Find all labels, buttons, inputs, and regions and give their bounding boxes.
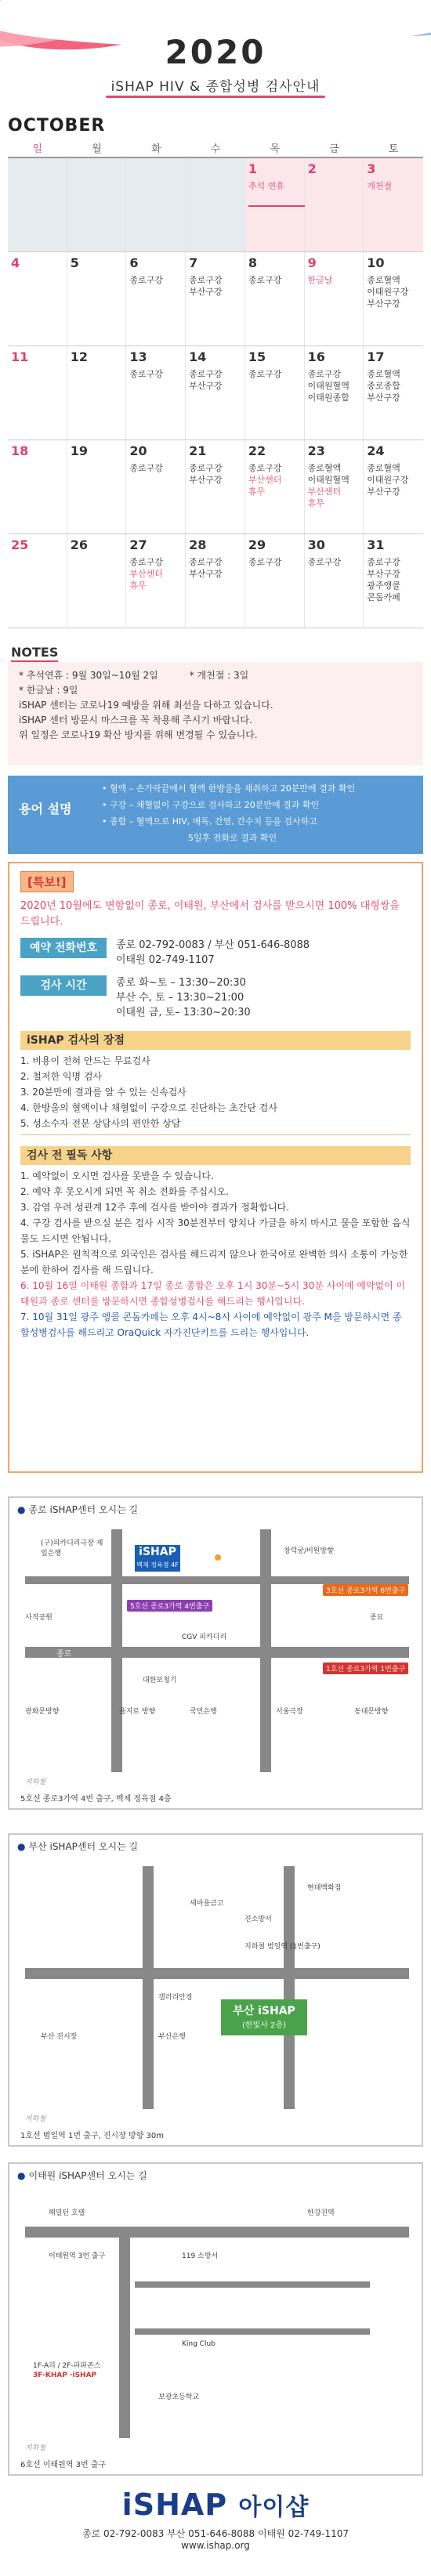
day-number: 17 [367, 349, 385, 364]
day-events [248, 556, 301, 568]
road-itaewon-alley [119, 2227, 130, 2438]
day-event: 부산구강 [189, 381, 223, 391]
day-event: 부산센터 [307, 487, 342, 497]
time-info [20, 975, 411, 1020]
day-number: 26 [70, 537, 88, 552]
day-number: 2 [307, 161, 317, 176]
ishap-busan-label: 부산 iSHAP [233, 2005, 295, 2017]
year-title: 2020 [165, 33, 266, 71]
day-event: 종로혈액 [367, 275, 400, 285]
road-itaewon-side-2 [135, 2328, 370, 2335]
location-pin-icon: ● [17, 1840, 26, 1852]
day-event: 부산구강 [189, 287, 223, 297]
rules-list [20, 1168, 411, 1344]
map-jongno [8, 1496, 423, 1810]
day-events [189, 556, 241, 580]
label-busan-bank: 부산은행 [158, 2033, 186, 2041]
map-itaewon-title: 이태원 iSHAP센터 오시는 길 [28, 2170, 147, 2181]
day-number: 11 [11, 349, 29, 364]
label-hamilton-hotel: 해밀턴 호텔 [49, 2209, 85, 2217]
calendar-weekday-header [8, 141, 423, 158]
day-event: 부산구강 [367, 393, 400, 403]
logo-text: iSHAP [121, 2487, 228, 2522]
day-number: 27 [129, 537, 147, 552]
label-seoul-theater: 서울극장 [276, 1708, 303, 1716]
weekday-mon: 월 [92, 143, 102, 155]
calendar-day [305, 252, 364, 346]
day-number: 13 [129, 349, 147, 364]
calendar-day [67, 534, 127, 628]
day-event: 휴무 [307, 498, 324, 508]
day-event: 부산센터 [129, 569, 163, 579]
day-event: 개천절 [367, 181, 393, 191]
calendar-week [8, 534, 423, 628]
calendar-day [126, 252, 186, 346]
label-anguk: 창덕궁/비원방향 [284, 1547, 334, 1555]
rule-item: 2. 예약 후 못오시게 되면 꼭 취소 전화를 주십시오. [20, 1186, 230, 1197]
day-events [129, 462, 182, 474]
rule-item: 1. 예약없이 오시면 검사를 못받을 수 있습니다. [20, 1170, 214, 1181]
label-jinsi-market: 부산 진시장 [41, 2033, 78, 2041]
legend-label: 용어 설명 [19, 801, 72, 816]
map-jongno-directions: 5호선 종로3가역 4번 출구, 백제 정육점 4층 [20, 1795, 172, 1804]
day-events [248, 368, 301, 380]
road-jongno-upper [25, 1576, 409, 1584]
day-event: 종로구강 [189, 369, 223, 379]
subway-exit-line5: 5호선 종로3가역 4번출구 [127, 1600, 212, 1612]
day-event: 종로구강 [189, 557, 223, 567]
ishap-logo [0, 2487, 431, 2522]
merits-title: iSHAP 검사의 장점 [20, 1031, 411, 1050]
day-event: 종로구강 [307, 557, 342, 567]
special-notice-box [8, 862, 423, 1473]
road-jongno-main [25, 1647, 409, 1658]
calendar-day [8, 534, 67, 628]
day-event: 이태원종합 [307, 393, 350, 403]
note-hangeulnal: * 한글날 : 9일 [19, 685, 78, 696]
day-events [129, 274, 182, 286]
day-number: 4 [11, 255, 20, 270]
calendar-day [67, 158, 127, 251]
day-number: 12 [70, 349, 88, 364]
calendar-week [8, 252, 423, 346]
label-euljiro: 을지로 방향 [119, 1708, 156, 1716]
logo-korean: 아이샵 [238, 2494, 310, 2521]
map-jongno-title: 종로 iSHAP센터 오시는 길 [28, 1504, 139, 1515]
day-events [129, 368, 182, 380]
calendar-day [245, 158, 305, 251]
calendar-day [305, 534, 364, 628]
day-number: 22 [248, 443, 266, 458]
day-event: 종로구강 [129, 369, 163, 379]
calendar-week [8, 440, 423, 534]
ishap-busan-sub: (한빛사 2층) [242, 2021, 286, 2030]
calendar-day [126, 158, 186, 251]
day-number: 20 [129, 443, 147, 458]
location-pin-icon: ● [17, 1503, 26, 1515]
day-event: 종로구강 [248, 369, 282, 379]
phone-label: 예약 전화번호 [20, 938, 107, 958]
label-ishap-itaewon: 3F-KHAP ∙iSHAP [33, 2372, 97, 2379]
rule-item: 4. 구강 검사를 받으실 분은 검사 시작 30분전부터 양치나 가글을 하지 마시고 물을 포함한 음식물도 드시면 안됩니다. [20, 1217, 411, 1244]
day-event: 휴무 [248, 487, 266, 497]
page-subtitle: iSHAP HIV & 종합성병 검사안내 [110, 79, 321, 95]
calendar-day [126, 346, 186, 440]
rule-item-event-1: 6. 10월 16일 이태원 종합과 17일 종로 종합은 오후 1시 30분~5시 30분 사이에 예약없이 이태원과 종로 센터를 방문하시면 종합성병검사를 해드리는 행사입니다. [20, 1280, 406, 1307]
label-gallery-optical: 갤러리안경 [158, 1994, 193, 2002]
time-line-3: 이태원 금, 토– 13:30~20:30 [116, 1007, 251, 1018]
label-king-club: King Club [182, 2340, 216, 2348]
day-number: 8 [248, 255, 257, 270]
calendar-day [305, 346, 364, 440]
terms-legend [8, 776, 423, 854]
day-number: 29 [248, 537, 266, 552]
rules-title: 검사 전 필독 사항 [20, 1146, 411, 1165]
map-itaewon-canvas [25, 2195, 409, 2438]
time-line-2: 부산 수, 토 – 13:30~21:00 [116, 992, 244, 1004]
day-event: 종로구강 [189, 275, 223, 285]
label-sajik: 사직공원 [25, 1614, 53, 1622]
header-banner [0, 0, 431, 110]
day-number: 3 [367, 161, 376, 176]
label-jongno: 종로 [56, 1650, 72, 1659]
calendar-day [8, 440, 67, 534]
time-line-1: 종로 화~토 – 13:30~20:30 [116, 977, 246, 989]
legend-oral: • 구강 – 채혈없이 구강으로 검사하고 20분만에 결과 확인 [102, 800, 320, 810]
day-event: 부산센터 [248, 475, 282, 485]
subway-icon: 지하철 [25, 2444, 46, 2452]
day-number: 10 [367, 255, 385, 270]
calendar-day [126, 440, 186, 534]
day-number: 5 [70, 255, 79, 270]
special-text: 2020년 10월에도 변함없이 종로, 이태원, 부산에서 검사를 받으시면 100% 대형쌍을 드립니다. [20, 900, 400, 928]
map-jongno-canvas [25, 1529, 409, 1772]
day-number: 23 [307, 443, 325, 458]
calendar-day [245, 252, 305, 346]
subway-icon: 지하철 [25, 2115, 46, 2123]
day-event: 광주앵콜 [367, 581, 400, 591]
footer-contact: 종로 02-792-0083 부산 051-646-8088 이태원 02-749-1107 [82, 2528, 349, 2539]
note-chuseok: * 추석연휴 : 9월 30일~10월 2일 [19, 670, 158, 681]
day-event: 부산구강 [189, 475, 223, 485]
day-events [367, 462, 420, 497]
day-event: 부산구강 [367, 487, 400, 497]
location-pin-icon: ● [17, 2169, 26, 2181]
day-events [189, 274, 241, 298]
day-number: 14 [189, 349, 207, 364]
day-event: 부산구강 [367, 569, 400, 579]
calendar-day [186, 440, 245, 534]
label-gwanghwamun: 광화문방향 [25, 1708, 60, 1716]
day-number: 31 [367, 537, 385, 552]
day-number: 15 [248, 349, 266, 364]
calendar-week [8, 158, 423, 252]
day-number: 28 [189, 537, 207, 552]
calendar-day [67, 346, 127, 440]
label-fire-119: 119 소방서 [182, 2252, 219, 2260]
weekday-tue: 화 [151, 143, 161, 155]
calendar-day [67, 440, 127, 534]
day-number: 1 [248, 161, 257, 176]
day-number: 7 [189, 255, 198, 270]
day-events [308, 274, 360, 286]
map-busan-canvas [25, 1866, 409, 2109]
subway-exit-line3: 3호선 종로3가역 6번출구 [323, 1584, 408, 1596]
day-events [367, 556, 420, 603]
day-event: 부산구강 [189, 569, 223, 579]
phone-line-2: 이태원 02-749-1107 [116, 954, 215, 966]
label-building-floors: 1F-A리 / 2F-파파존스 [33, 2362, 101, 2370]
calendar-day [364, 534, 423, 628]
subway-icon: 지하철 [25, 1778, 46, 1786]
road-itaewon-main [25, 2227, 409, 2238]
day-event: 종로혈액 [367, 463, 400, 473]
label-theater: (구)피카디리극장 제일은행 [41, 1539, 103, 1558]
subway-exit-line1: 1호선 종로3가역 1번출구 [323, 1662, 408, 1674]
calendar-day [126, 534, 186, 628]
weekday-fri: 금 [329, 143, 339, 155]
day-number: 6 [129, 255, 139, 270]
weekday-wed: 수 [210, 143, 221, 155]
day-event: 종로구강 [248, 557, 282, 567]
day-number: 30 [307, 537, 325, 552]
map-busan-title: 부산 iSHAP센터 오시는 길 [28, 1841, 139, 1852]
merit-item: 3. 20분만에 결과를 알 수 있는 신속검사 [20, 1087, 187, 1098]
calendar-day [8, 252, 67, 346]
day-event: 이태원혈액 [307, 381, 350, 391]
label-dongdaemun: 동대문방향 [354, 1708, 389, 1716]
merit-item: 4. 한방울의 혈액이나 채혈없이 구강으로 진단하는 초간단 검사 [20, 1102, 277, 1113]
day-events [189, 462, 241, 486]
road-v-right [260, 1529, 271, 1772]
day-event: 종로종합 [367, 381, 400, 391]
calendar-day [364, 158, 423, 251]
map-pin-icon [213, 1553, 223, 1562]
label-cgv: CGV 피카디리 [182, 1634, 227, 1641]
legend-blood: • 혈액 – 손가락끝에서 혈액 한방울을 채취하고 20분만에 결과 확인 [102, 783, 356, 794]
merit-item: 2. 철저한 익명 검사 [20, 1071, 103, 1082]
calendar-day [305, 158, 364, 251]
label-kookmin-bank: 국민은행 [190, 1708, 217, 1716]
day-events [248, 180, 301, 192]
label-fire-station: 진소방서 [244, 1916, 272, 1923]
day-event: 한글날 [307, 275, 333, 285]
calendar [8, 141, 423, 628]
label-exit3: 이태원역 3번 출구 [49, 2252, 106, 2260]
notes-box [8, 662, 423, 765]
day-event: 이태원구강 [367, 475, 409, 485]
weekday-sun: 일 [32, 143, 43, 155]
map-busan-directions: 1호선 범일역 1번 출구, 진시장 방향 30m [20, 2132, 165, 2140]
calendar-week [8, 346, 423, 440]
day-events [308, 462, 360, 509]
weekday-thu: 목 [270, 143, 280, 155]
legend-combined: • 종합 – 혈액으로 HIV, 매독, 간염, 간수치 등을 검사하고 [102, 816, 317, 827]
footer [0, 2487, 431, 2576]
calendar-day [245, 534, 305, 628]
calendar-day [364, 252, 423, 346]
label-saemaeul: 새마을금고 [190, 1900, 224, 1908]
road-busan-right [284, 1866, 295, 2109]
day-event: 종로구강 [189, 463, 223, 473]
day-number: 25 [11, 537, 29, 552]
day-event: 종로구강 [129, 275, 163, 285]
day-event: 추석 연휴 [248, 181, 284, 191]
day-event: 종로구강 [307, 369, 342, 379]
day-event: 종로구강 [248, 463, 282, 473]
label-beomil-station: 지하철 범일역 (1번출구) [244, 1943, 321, 1951]
special-tag: [특보!] [20, 871, 74, 892]
ishap-marker-sub: 백제 정육점 4F [136, 1561, 179, 1568]
month-label: OCTOBER [8, 116, 106, 136]
map-itaewon [8, 2162, 423, 2476]
merit-item: 5. 성소수자 전문 상담사의 편안한 상담 [20, 1118, 181, 1129]
calendar-day [364, 346, 423, 440]
road-busan-main [25, 1968, 409, 1979]
label-hangangjin: 한강진역 [307, 2209, 335, 2217]
label-jongmyo: 종묘 [370, 1614, 384, 1622]
phone-info [20, 938, 411, 968]
road-v-left [111, 1529, 122, 1772]
rule-item-event-2: 7. 10월 31일 광주 앵콜 콘돔카페는 오후 4시~8시 사이에 예약없이 광주 M을 방문하시면 종합성병검사를 해드리고 OraQuick 자가진단키트를 드리는 행사입니다. [20, 1312, 402, 1338]
day-event: 종로구강 [248, 275, 282, 285]
day-event: 종로혈액 [367, 369, 400, 379]
merit-item: 1. 비용이 전혀 안드는 무료검사 [20, 1055, 150, 1066]
phone-line-1: 종로 02-792-0083 / 부산 051-646-8088 [116, 939, 310, 951]
day-number: 16 [307, 349, 325, 364]
notes-title: NOTES [11, 645, 58, 662]
calendar-day [245, 346, 305, 440]
day-events [248, 274, 301, 286]
day-number: 24 [367, 443, 385, 458]
title-underline [106, 96, 325, 98]
label-hyundai: 현대백화점 [307, 1884, 342, 1892]
calendar-day [186, 158, 245, 251]
rule-item: 3. 감염 우려 성관계 12주 후에 검사를 받아야 결과가 정확합니다. [20, 1202, 290, 1213]
day-event: 종로구강 [129, 557, 163, 567]
day-events [129, 556, 182, 592]
day-events [367, 368, 420, 403]
day-event: 부산구강 [367, 298, 400, 309]
merits-list [20, 1053, 411, 1135]
day-event: 종로구강 [367, 557, 400, 567]
day-event: 이태원구강 [367, 287, 409, 297]
day-events [367, 274, 420, 309]
rule-item: 5. iSHAP은 원칙적으로 외국인은 검사를 해드리지 않으나 한국어로 완벽한 의사 소통이 가능한 분에 한하여 검사를 해 드립니다. [20, 1249, 408, 1275]
day-number: 21 [189, 443, 207, 458]
calendar-body [8, 158, 423, 628]
ishap-marker-busan [221, 1999, 307, 2035]
time-label: 검사 시간 [20, 975, 107, 996]
day-event: 이태원혈액 [307, 475, 350, 485]
calendar-day [245, 440, 305, 534]
day-events [248, 462, 301, 497]
calendar-day [67, 252, 127, 346]
day-events [367, 180, 420, 192]
note-covid-2: iSHAP 센터 방문시 마스크를 꼭 착용해 주시기 바랍니다. [19, 715, 252, 725]
day-event: 종로혈액 [307, 463, 342, 473]
calendar-day [186, 346, 245, 440]
map-busan [8, 1833, 423, 2147]
day-events [308, 368, 360, 403]
day-events [189, 368, 241, 392]
label-hearing-aid: 대한보청기 [143, 1677, 177, 1684]
ishap-marker-label: iSHAP [139, 1546, 176, 1558]
day-number: 9 [307, 255, 317, 270]
note-covid-1: iSHAP 센터는 코로나19 예방을 위해 최선을 다하고 있습니다. [19, 700, 273, 711]
note-covid-3: 위 일정은 코로나19 확산 방지를 위해 변경될 수 있습니다. [19, 729, 258, 740]
calendar-day [186, 534, 245, 628]
calendar-day [364, 440, 423, 534]
note-gaecheonjeol: * 개천절 : 3일 [189, 670, 249, 681]
day-number: 19 [70, 443, 88, 458]
footer-website[interactable]: www.ishap.org [181, 2540, 250, 2551]
label-bogwang-school: 보광초등학교 [158, 2393, 200, 2401]
weekday-sat: 토 [388, 143, 399, 155]
road-itaewon-side-1 [135, 2281, 370, 2288]
day-event: 종로구강 [129, 463, 163, 473]
calendar-day [305, 440, 364, 534]
day-event: 휴무 [129, 581, 147, 591]
calendar-day [186, 252, 245, 346]
calendar-day [8, 158, 67, 251]
calendar-day [8, 346, 67, 440]
road-busan-left [143, 1866, 154, 2109]
map-itaewon-directions: 6호선 이태원역 3번 출구 [20, 2461, 107, 2469]
day-number: 18 [11, 443, 29, 458]
day-event: 콘돔카페 [367, 592, 400, 602]
legend-combined-cont: 5일후 전화로 결과 확인 [188, 833, 277, 843]
day-events [308, 556, 360, 568]
